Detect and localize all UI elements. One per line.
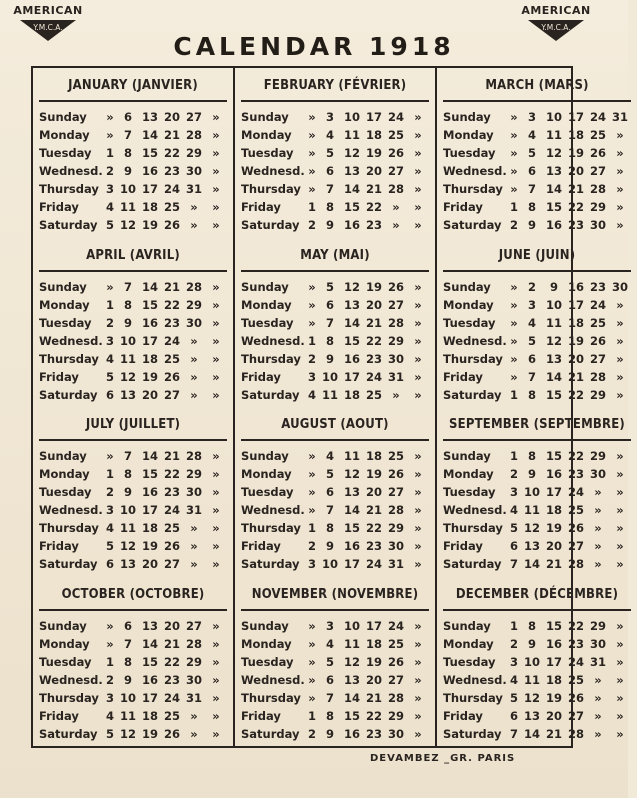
weekday-label: Tuesday	[241, 146, 294, 160]
weekday-label: Saturday	[39, 387, 98, 402]
weekday-label: Monday	[443, 467, 494, 481]
date-numbers: 6 13 20 27 » »	[509, 539, 624, 553]
month-block	[33, 407, 235, 577]
date-numbers: » 3 10 17 24 »	[308, 618, 422, 633]
weekday-label: Tuesday	[443, 654, 496, 669]
week-row	[241, 296, 429, 314]
week-row	[39, 198, 227, 216]
date-numbers: 1 8 15 22 29 »	[105, 467, 220, 481]
week-row	[39, 707, 227, 725]
weekday-label: Tuesday	[443, 146, 496, 160]
date-numbers: » 7 14 21 28 »	[106, 636, 220, 651]
date-numbers: 1 8 15 22 29 »	[307, 708, 422, 723]
weekday-label: Sunday	[241, 279, 289, 294]
date-numbers: 3 10 17 24 31 »	[307, 369, 422, 384]
date-numbers: 2 9 16 23 30 »	[105, 485, 220, 499]
week-row	[443, 144, 631, 162]
date-numbers: 1 8 15 22 » »	[307, 200, 422, 214]
date-numbers: » 6 13 20 27 »	[308, 297, 422, 312]
weekday-label: Thursday	[39, 182, 99, 196]
week-row	[241, 501, 429, 519]
weekday-label: Thursday	[443, 521, 503, 535]
date-numbers: 6 13 20 27 » »	[509, 708, 624, 723]
date-numbers: 1 8 15 22 29 »	[105, 146, 220, 160]
weekday-label: Tuesday	[443, 315, 496, 330]
date-numbers: » 4 11 18 25 »	[308, 128, 422, 142]
date-numbers: » 2 9 16 23 30	[510, 279, 628, 294]
weekday-label: Monday	[241, 297, 292, 312]
weekday-label: Friday	[443, 539, 483, 553]
week-row	[443, 465, 631, 483]
week-row	[241, 555, 429, 573]
month-block	[33, 577, 235, 747]
date-numbers: » 5 12 19 26 »	[308, 146, 422, 160]
week-row	[241, 689, 429, 707]
date-numbers: » 6 13 20 27 »	[308, 485, 422, 499]
ymca-text: Y.M.C.A.	[541, 23, 571, 32]
date-numbers: » 7 14 21 28 »	[106, 279, 220, 294]
date-numbers: 6 13 20 27 » »	[105, 557, 220, 571]
week-row	[39, 537, 227, 555]
month-header: MARCH (MARS)	[443, 72, 631, 102]
date-numbers: » 3 10 17 24 »	[308, 110, 422, 124]
date-numbers: 5 12 19 26 » »	[509, 690, 624, 705]
date-numbers: 2 9 16 23 30 »	[509, 218, 624, 232]
week-row	[443, 447, 631, 465]
date-numbers: 2 9 16 23 30 »	[105, 164, 220, 178]
date-numbers: » 7 14 21 28 »	[510, 369, 624, 384]
weekday-label: Wednesd.	[39, 672, 103, 687]
date-numbers: 2 9 16 23 30 »	[307, 726, 422, 741]
month-header: JUNE (JUIN)	[443, 242, 631, 272]
weekday-label: Thursday	[39, 351, 99, 366]
week-row	[443, 314, 631, 332]
date-numbers: 5 12 19 26 » »	[509, 521, 624, 535]
week-row	[39, 501, 227, 519]
month-header: JULY (JUILLET)	[39, 411, 227, 441]
weekday-label: Wednesd.	[241, 503, 305, 517]
date-numbers: 2 9 16 23 30 »	[509, 636, 624, 651]
date-numbers: 3 10 17 24 31 »	[105, 182, 220, 196]
weekday-label: Thursday	[241, 182, 301, 196]
week-row	[443, 519, 631, 537]
weekday-label: Friday	[241, 708, 281, 723]
weekday-label: Monday	[39, 128, 90, 142]
date-numbers: » 5 12 19 26 »	[510, 146, 624, 160]
date-numbers: » 7 14 21 28 »	[308, 503, 422, 517]
weekday-label: Thursday	[39, 690, 99, 705]
date-numbers: » 7 14 21 28 »	[308, 182, 422, 196]
date-numbers: 4 11 18 25 » »	[105, 521, 220, 535]
month-header: SEPTEMBER (SEPTEMBRE)	[443, 411, 631, 441]
weekday-label: Friday	[39, 708, 79, 723]
week-row	[443, 689, 631, 707]
week-row	[443, 332, 631, 350]
date-numbers: » 4 11 18 25 »	[510, 128, 624, 142]
week-row	[241, 483, 429, 501]
weekday-label: Monday	[443, 297, 494, 312]
week-row	[39, 555, 227, 573]
date-numbers: 1 8 15 22 29 »	[509, 200, 624, 214]
week-row	[443, 368, 631, 386]
weekday-label: Sunday	[39, 279, 87, 294]
date-numbers: 1 8 15 22 29 »	[307, 333, 422, 348]
weekday-label: Wednesd.	[39, 503, 103, 517]
logo-word: AMERICAN	[13, 4, 83, 17]
week-row	[39, 278, 227, 296]
date-numbers: 3 10 17 24 31 »	[307, 557, 422, 571]
weekday-label: Saturday	[443, 218, 502, 232]
week-row	[241, 447, 429, 465]
weekday-label: Saturday	[241, 218, 300, 232]
week-row	[39, 653, 227, 671]
date-numbers: 4 11 18 25 » »	[307, 387, 422, 402]
date-numbers: 1 8 15 22 29 »	[509, 387, 624, 402]
week-row	[241, 707, 429, 725]
weekday-label: Thursday	[241, 351, 301, 366]
date-numbers: 3 10 17 24 31 »	[509, 654, 624, 669]
week-row	[443, 296, 631, 314]
date-numbers: » 7 14 21 28 »	[308, 690, 422, 705]
weekday-label: Wednesd.	[39, 164, 103, 178]
weekday-label: Friday	[443, 369, 483, 384]
week-row	[241, 386, 429, 404]
week-row	[443, 198, 631, 216]
week-row	[241, 198, 429, 216]
week-row	[241, 519, 429, 537]
weekday-label: Tuesday	[443, 485, 496, 499]
date-numbers: 4 11 18 25 » »	[105, 351, 220, 366]
date-numbers: 1 8 15 22 29 »	[509, 449, 624, 463]
months-grid	[31, 66, 628, 748]
weekday-label: Saturday	[241, 557, 300, 571]
weekday-label: Sunday	[241, 449, 289, 463]
week-row	[443, 617, 631, 635]
date-numbers: 2 9 16 23 30 »	[509, 467, 624, 481]
week-row	[443, 555, 631, 573]
date-numbers: » 3 10 17 24 31	[510, 110, 628, 124]
week-row	[39, 180, 227, 198]
date-numbers: 7 14 21 28 » »	[509, 557, 624, 571]
week-row	[241, 162, 429, 180]
weekday-label: Tuesday	[241, 315, 294, 330]
ymca-text: Y.M.C.A.	[33, 23, 63, 32]
weekday-label: Sunday	[241, 110, 289, 124]
week-row	[443, 635, 631, 653]
week-row	[241, 126, 429, 144]
week-row	[443, 162, 631, 180]
week-row	[241, 725, 429, 743]
date-numbers: » 6 13 20 27 »	[106, 618, 220, 633]
week-row	[443, 180, 631, 198]
week-row	[241, 617, 429, 635]
month-header: AUGUST (AOUT)	[241, 411, 429, 441]
date-numbers: » 3 10 17 24 »	[510, 297, 624, 312]
weekday-label: Wednesd.	[443, 503, 507, 517]
weekday-label: Wednesd.	[443, 333, 507, 348]
weekday-label: Friday	[39, 539, 79, 553]
weekday-label: Tuesday	[39, 315, 92, 330]
week-row	[241, 278, 429, 296]
month-header: FEBRUARY (FÉVRIER)	[241, 72, 429, 102]
date-numbers: » 6 13 20 27 »	[308, 672, 422, 687]
date-numbers: 3 10 17 24 31 »	[105, 690, 220, 705]
weekday-label: Thursday	[241, 690, 301, 705]
weekday-label: Monday	[39, 467, 90, 481]
weekday-label: Saturday	[241, 726, 300, 741]
week-row	[39, 725, 227, 743]
month-block	[437, 407, 637, 577]
weekday-label: Tuesday	[241, 485, 294, 499]
weekday-label: Monday	[39, 297, 90, 312]
date-numbers: 3 10 17 24 » »	[105, 333, 220, 348]
week-row	[443, 108, 631, 126]
week-row	[443, 278, 631, 296]
week-row	[39, 126, 227, 144]
weekday-label: Monday	[241, 128, 292, 142]
date-numbers: 3 10 17 24 » »	[509, 485, 624, 499]
date-numbers: 2 9 16 23 30 »	[105, 315, 220, 330]
weekday-label: Monday	[241, 467, 292, 481]
weekday-label: Friday	[241, 369, 281, 384]
week-row	[443, 725, 631, 743]
week-row	[39, 671, 227, 689]
week-row	[241, 465, 429, 483]
month-block	[437, 577, 637, 747]
date-numbers: » 7 14 21 28 »	[308, 315, 422, 330]
date-numbers: 1 8 15 22 29 »	[105, 654, 220, 669]
month-block	[437, 68, 637, 238]
date-numbers: » 6 13 20 27 »	[106, 110, 220, 124]
weekday-label: Saturday	[39, 218, 98, 232]
date-numbers: » 5 12 19 26 »	[308, 467, 422, 481]
weekday-label: Wednesd.	[241, 672, 305, 687]
week-row	[443, 386, 631, 404]
weekday-label: Friday	[443, 200, 483, 214]
weekday-label: Monday	[39, 636, 90, 651]
week-row	[443, 216, 631, 234]
week-row	[443, 707, 631, 725]
date-numbers: » 5 12 19 26 »	[308, 654, 422, 669]
date-numbers: 7 14 21 28 » »	[509, 726, 624, 741]
week-row	[241, 368, 429, 386]
date-numbers: 2 9 16 23 30 »	[105, 672, 220, 687]
weekday-label: Saturday	[443, 387, 502, 402]
month-header: APRIL (AVRIL)	[39, 242, 227, 272]
week-row	[443, 126, 631, 144]
date-numbers: 2 9 16 23 30 »	[307, 351, 422, 366]
weekday-label: Sunday	[443, 449, 491, 463]
date-numbers: 6 13 20 27 » »	[105, 387, 220, 402]
week-row	[39, 519, 227, 537]
weekday-label: Friday	[443, 708, 483, 723]
page-title: CALENDAR 1918	[173, 32, 455, 61]
month-header: DECEMBER (DÉCEMBRE)	[443, 581, 631, 611]
weekday-label: Monday	[241, 636, 292, 651]
logo-word: AMERICAN	[521, 4, 591, 17]
weekday-label: Tuesday	[39, 654, 92, 669]
weekday-label: Monday	[443, 128, 494, 142]
week-row	[443, 537, 631, 555]
date-numbers: 2 9 16 23 » »	[307, 218, 422, 232]
week-row	[241, 653, 429, 671]
date-numbers: » 7 14 21 28 »	[106, 449, 220, 463]
date-numbers: » 7 14 21 28 »	[106, 128, 220, 142]
week-row	[39, 635, 227, 653]
week-row	[39, 108, 227, 126]
month-header: OCTOBER (OCTOBRE)	[39, 581, 227, 611]
date-numbers: 5 12 19 26 » »	[105, 726, 220, 741]
month-block	[235, 68, 437, 238]
week-row	[39, 368, 227, 386]
date-numbers: 1 8 15 22 29 »	[105, 297, 220, 312]
weekday-label: Sunday	[39, 110, 87, 124]
date-numbers: 3 10 17 24 31 »	[105, 503, 220, 517]
month-header: MAY (MAI)	[241, 242, 429, 272]
week-row	[443, 501, 631, 519]
weekday-label: Tuesday	[241, 654, 294, 669]
date-numbers: 4 11 18 25 » »	[509, 672, 624, 687]
week-row	[39, 447, 227, 465]
date-numbers: » 6 13 20 27 »	[510, 164, 624, 178]
week-row	[241, 216, 429, 234]
weekday-label: Friday	[241, 539, 281, 553]
weekday-label: Sunday	[443, 618, 491, 633]
week-row	[241, 108, 429, 126]
weekday-label: Monday	[443, 636, 494, 651]
week-row	[39, 314, 227, 332]
date-numbers: » 4 11 18 25 »	[308, 449, 422, 463]
weekday-label: Wednesd.	[39, 333, 103, 348]
week-row	[39, 144, 227, 162]
weekday-label: Friday	[39, 369, 79, 384]
week-row	[241, 180, 429, 198]
date-numbers: 1 8 15 22 29 »	[307, 521, 422, 535]
date-numbers: » 5 12 19 26 »	[510, 333, 624, 348]
weekday-label: Thursday	[241, 521, 301, 535]
week-row	[443, 653, 631, 671]
weekday-label: Tuesday	[39, 146, 92, 160]
month-header: NOVEMBER (NOVEMBRE)	[241, 581, 429, 611]
week-row	[39, 617, 227, 635]
date-numbers: 2 9 16 23 30 »	[307, 539, 422, 553]
date-numbers: 1 8 15 22 29 »	[509, 618, 624, 633]
week-row	[443, 483, 631, 501]
weekday-label: Sunday	[443, 110, 491, 124]
weekday-label: Thursday	[443, 182, 503, 196]
weekday-label: Wednesd.	[443, 672, 507, 687]
weekday-label: Tuesday	[39, 485, 92, 499]
week-row	[241, 314, 429, 332]
month-block	[235, 407, 437, 577]
week-row	[241, 537, 429, 555]
weekday-label: Wednesd.	[241, 164, 305, 178]
week-row	[39, 386, 227, 404]
month-header: JANUARY (JANVIER)	[39, 72, 227, 102]
weekday-label: Thursday	[443, 351, 503, 366]
date-numbers: » 6 13 20 27 »	[308, 164, 422, 178]
date-numbers: » 5 12 19 26 »	[308, 279, 422, 294]
date-numbers: » 4 11 18 25 »	[308, 636, 422, 651]
month-block	[33, 238, 235, 408]
week-row	[241, 671, 429, 689]
week-row	[39, 162, 227, 180]
weekday-label: Thursday	[39, 521, 99, 535]
date-numbers: » 6 13 20 27 »	[510, 351, 624, 366]
week-row	[39, 216, 227, 234]
weekday-label: Sunday	[443, 279, 491, 294]
date-numbers: 5 12 19 26 » »	[105, 539, 220, 553]
weekday-label: Saturday	[443, 726, 502, 741]
week-row	[443, 350, 631, 368]
weekday-label: Thursday	[443, 690, 503, 705]
weekday-label: Saturday	[39, 557, 98, 571]
date-numbers: 4 11 18 25 » »	[509, 503, 624, 517]
week-row	[39, 689, 227, 707]
date-numbers: 4 11 18 25 » »	[105, 200, 220, 214]
printer-credit: DEVAMBEZ _GR. PARIS	[370, 753, 516, 764]
week-row	[443, 671, 631, 689]
date-numbers: 5 12 19 26 » »	[105, 369, 220, 384]
week-row	[39, 483, 227, 501]
weekday-label: Sunday	[39, 618, 87, 633]
month-block	[235, 238, 437, 408]
week-row	[241, 332, 429, 350]
week-row	[39, 332, 227, 350]
week-row	[241, 350, 429, 368]
week-row	[39, 296, 227, 314]
week-row	[241, 635, 429, 653]
weekday-label: Wednesd.	[241, 333, 305, 348]
weekday-label: Friday	[241, 200, 281, 214]
month-block	[235, 577, 437, 747]
month-block	[33, 68, 235, 238]
weekday-label: Sunday	[39, 449, 87, 463]
week-row	[39, 350, 227, 368]
weekday-label: Saturday	[39, 726, 98, 741]
weekday-label: Sunday	[241, 618, 289, 633]
date-numbers: 4 11 18 25 » »	[105, 708, 220, 723]
week-row	[241, 144, 429, 162]
date-numbers: » 7 14 21 28 »	[510, 182, 624, 196]
weekday-label: Saturday	[443, 557, 502, 571]
date-numbers: » 4 11 18 25 »	[510, 315, 624, 330]
date-numbers: 5 12 19 26 » »	[105, 218, 220, 232]
month-block	[437, 238, 637, 408]
week-row	[39, 465, 227, 483]
weekday-label: Friday	[39, 200, 79, 214]
weekday-label: Saturday	[241, 387, 300, 402]
weekday-label: Wednesd.	[443, 164, 507, 178]
